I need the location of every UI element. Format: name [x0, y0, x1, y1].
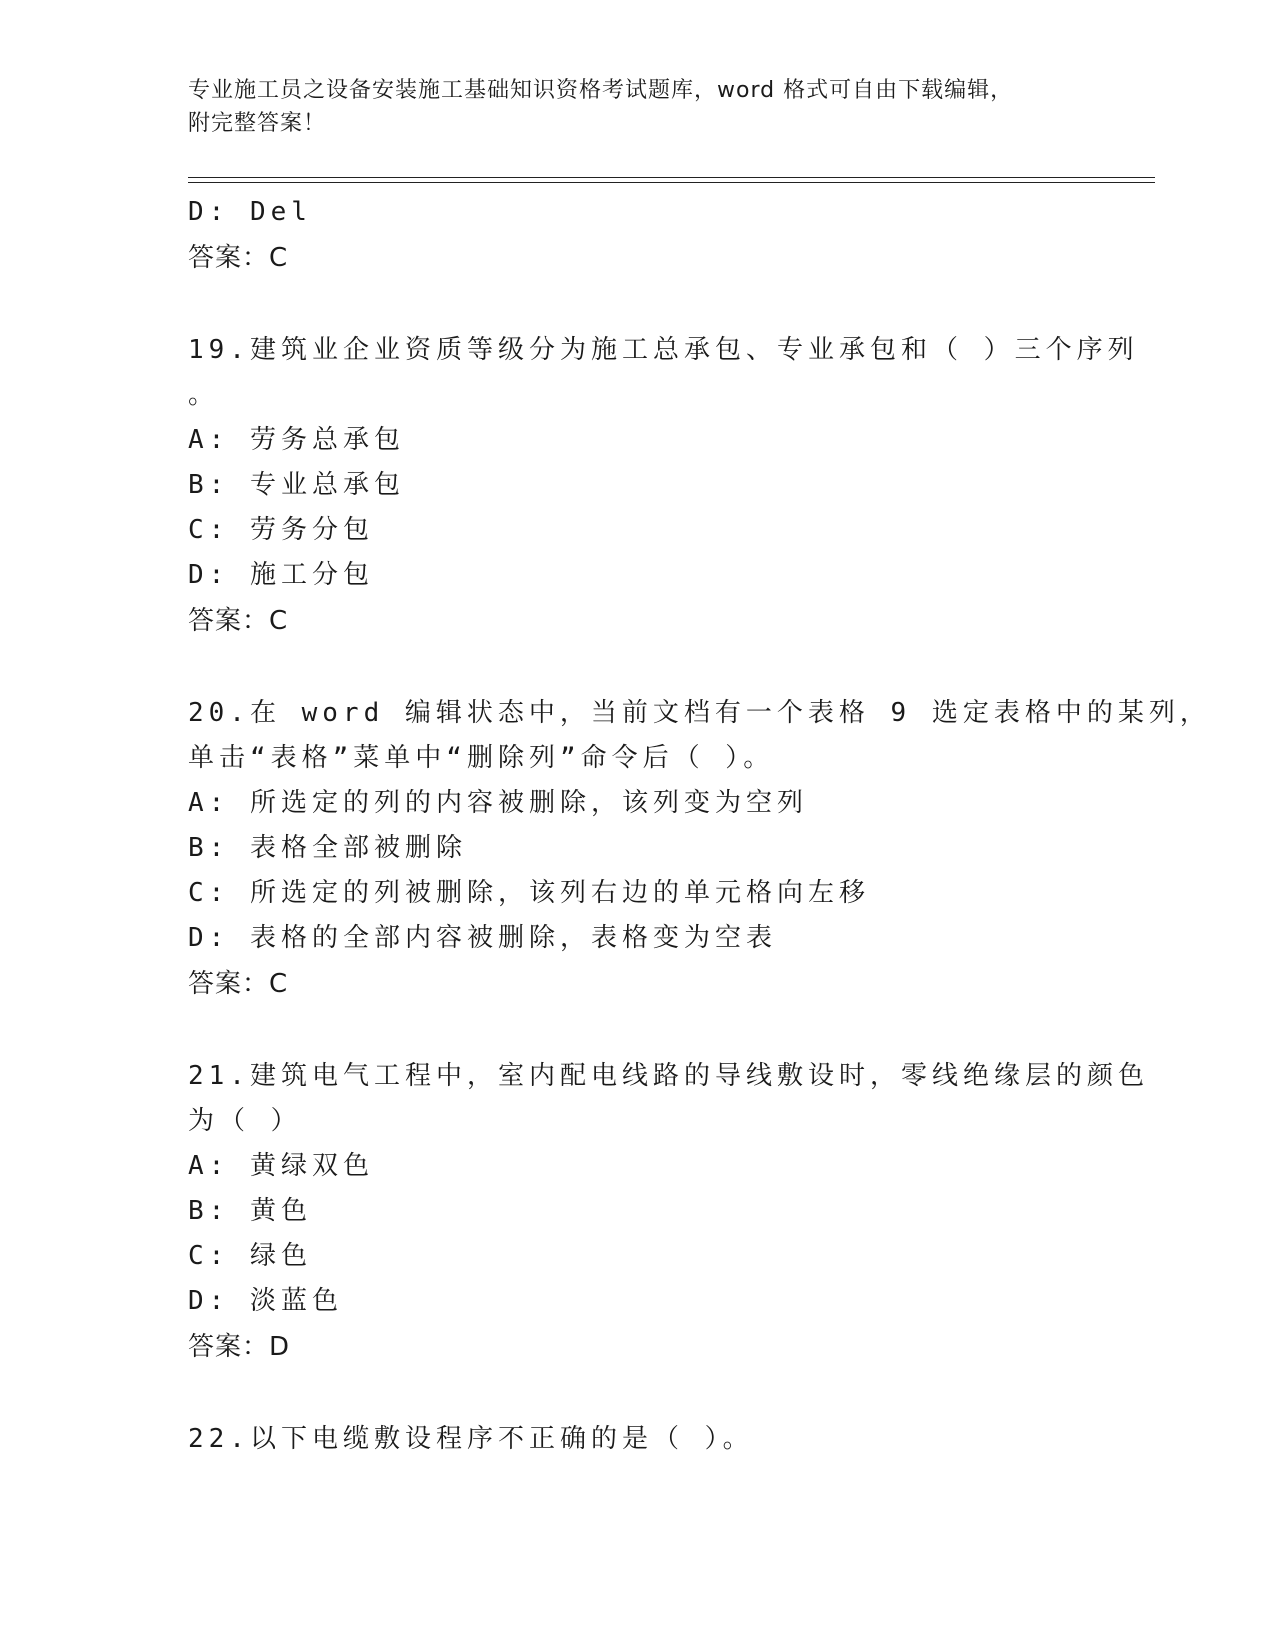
- answer: 答案：C: [188, 969, 289, 999]
- option-d: D: 淡蓝色: [188, 1286, 343, 1316]
- question-21: [188, 1054, 1188, 1370]
- option-a: A: 劳务总承包: [188, 425, 405, 455]
- question-text-continued: 。: [188, 380, 220, 410]
- answer: 答案：C: [188, 243, 289, 273]
- question-text: 19.建筑业企业资质等级分为施工总承包、专业承包和（ ）三个序列: [188, 335, 1139, 365]
- question-text: 21.建筑电气工程中，室内配电线路的导线敷设时，零线绝缘层的颜色: [188, 1061, 1149, 1091]
- question-22: [188, 1417, 1188, 1462]
- question-text: 22.以下电缆敷设程序不正确的是（ ）。: [188, 1424, 754, 1454]
- document-header: [188, 74, 1088, 140]
- question-19: [188, 328, 1188, 644]
- answer: 答案：D: [188, 1332, 291, 1362]
- question-20: [188, 691, 1211, 1007]
- option-c: C: 劳务分包: [188, 515, 374, 545]
- option-c: C: 绿色: [188, 1241, 312, 1271]
- question-list: [188, 190, 1211, 1462]
- option-b: B: 表格全部被删除: [188, 833, 467, 863]
- header-divider-top: [188, 177, 1155, 178]
- option-c: C: 所选定的列被删除，该列右边的单元格向左移: [188, 878, 870, 908]
- option-b: B: 专业总承包: [188, 470, 405, 500]
- option-b: B: 黄色: [188, 1196, 312, 1226]
- question-18-tail: [188, 190, 1188, 281]
- option-d: D: Del: [188, 197, 312, 227]
- question-text-continued: 单击“表格”菜单中“删除列”命令后（ ）。: [188, 743, 775, 773]
- option-a: A: 所选定的列的内容被删除，该列变为空列: [188, 788, 808, 818]
- header-divider-bottom: [188, 182, 1155, 183]
- answer: 答案：C: [188, 606, 289, 636]
- question-text-continued: 为（ ）: [188, 1106, 302, 1136]
- question-text: 20.在 word 编辑状态中，当前文档有一个表格 9 选定表格中的某列，: [188, 698, 1211, 728]
- header-line-2: 附完整答案！: [188, 111, 327, 136]
- option-d: D: 表格的全部内容被删除，表格变为空表: [188, 923, 777, 953]
- option-a: A: 黄绿双色: [188, 1151, 374, 1181]
- header-line-1: 专业施工员之设备安装施工基础知识资格考试题库，word 格式可自由下载编辑，: [188, 78, 1014, 103]
- option-d: D: 施工分包: [188, 560, 374, 590]
